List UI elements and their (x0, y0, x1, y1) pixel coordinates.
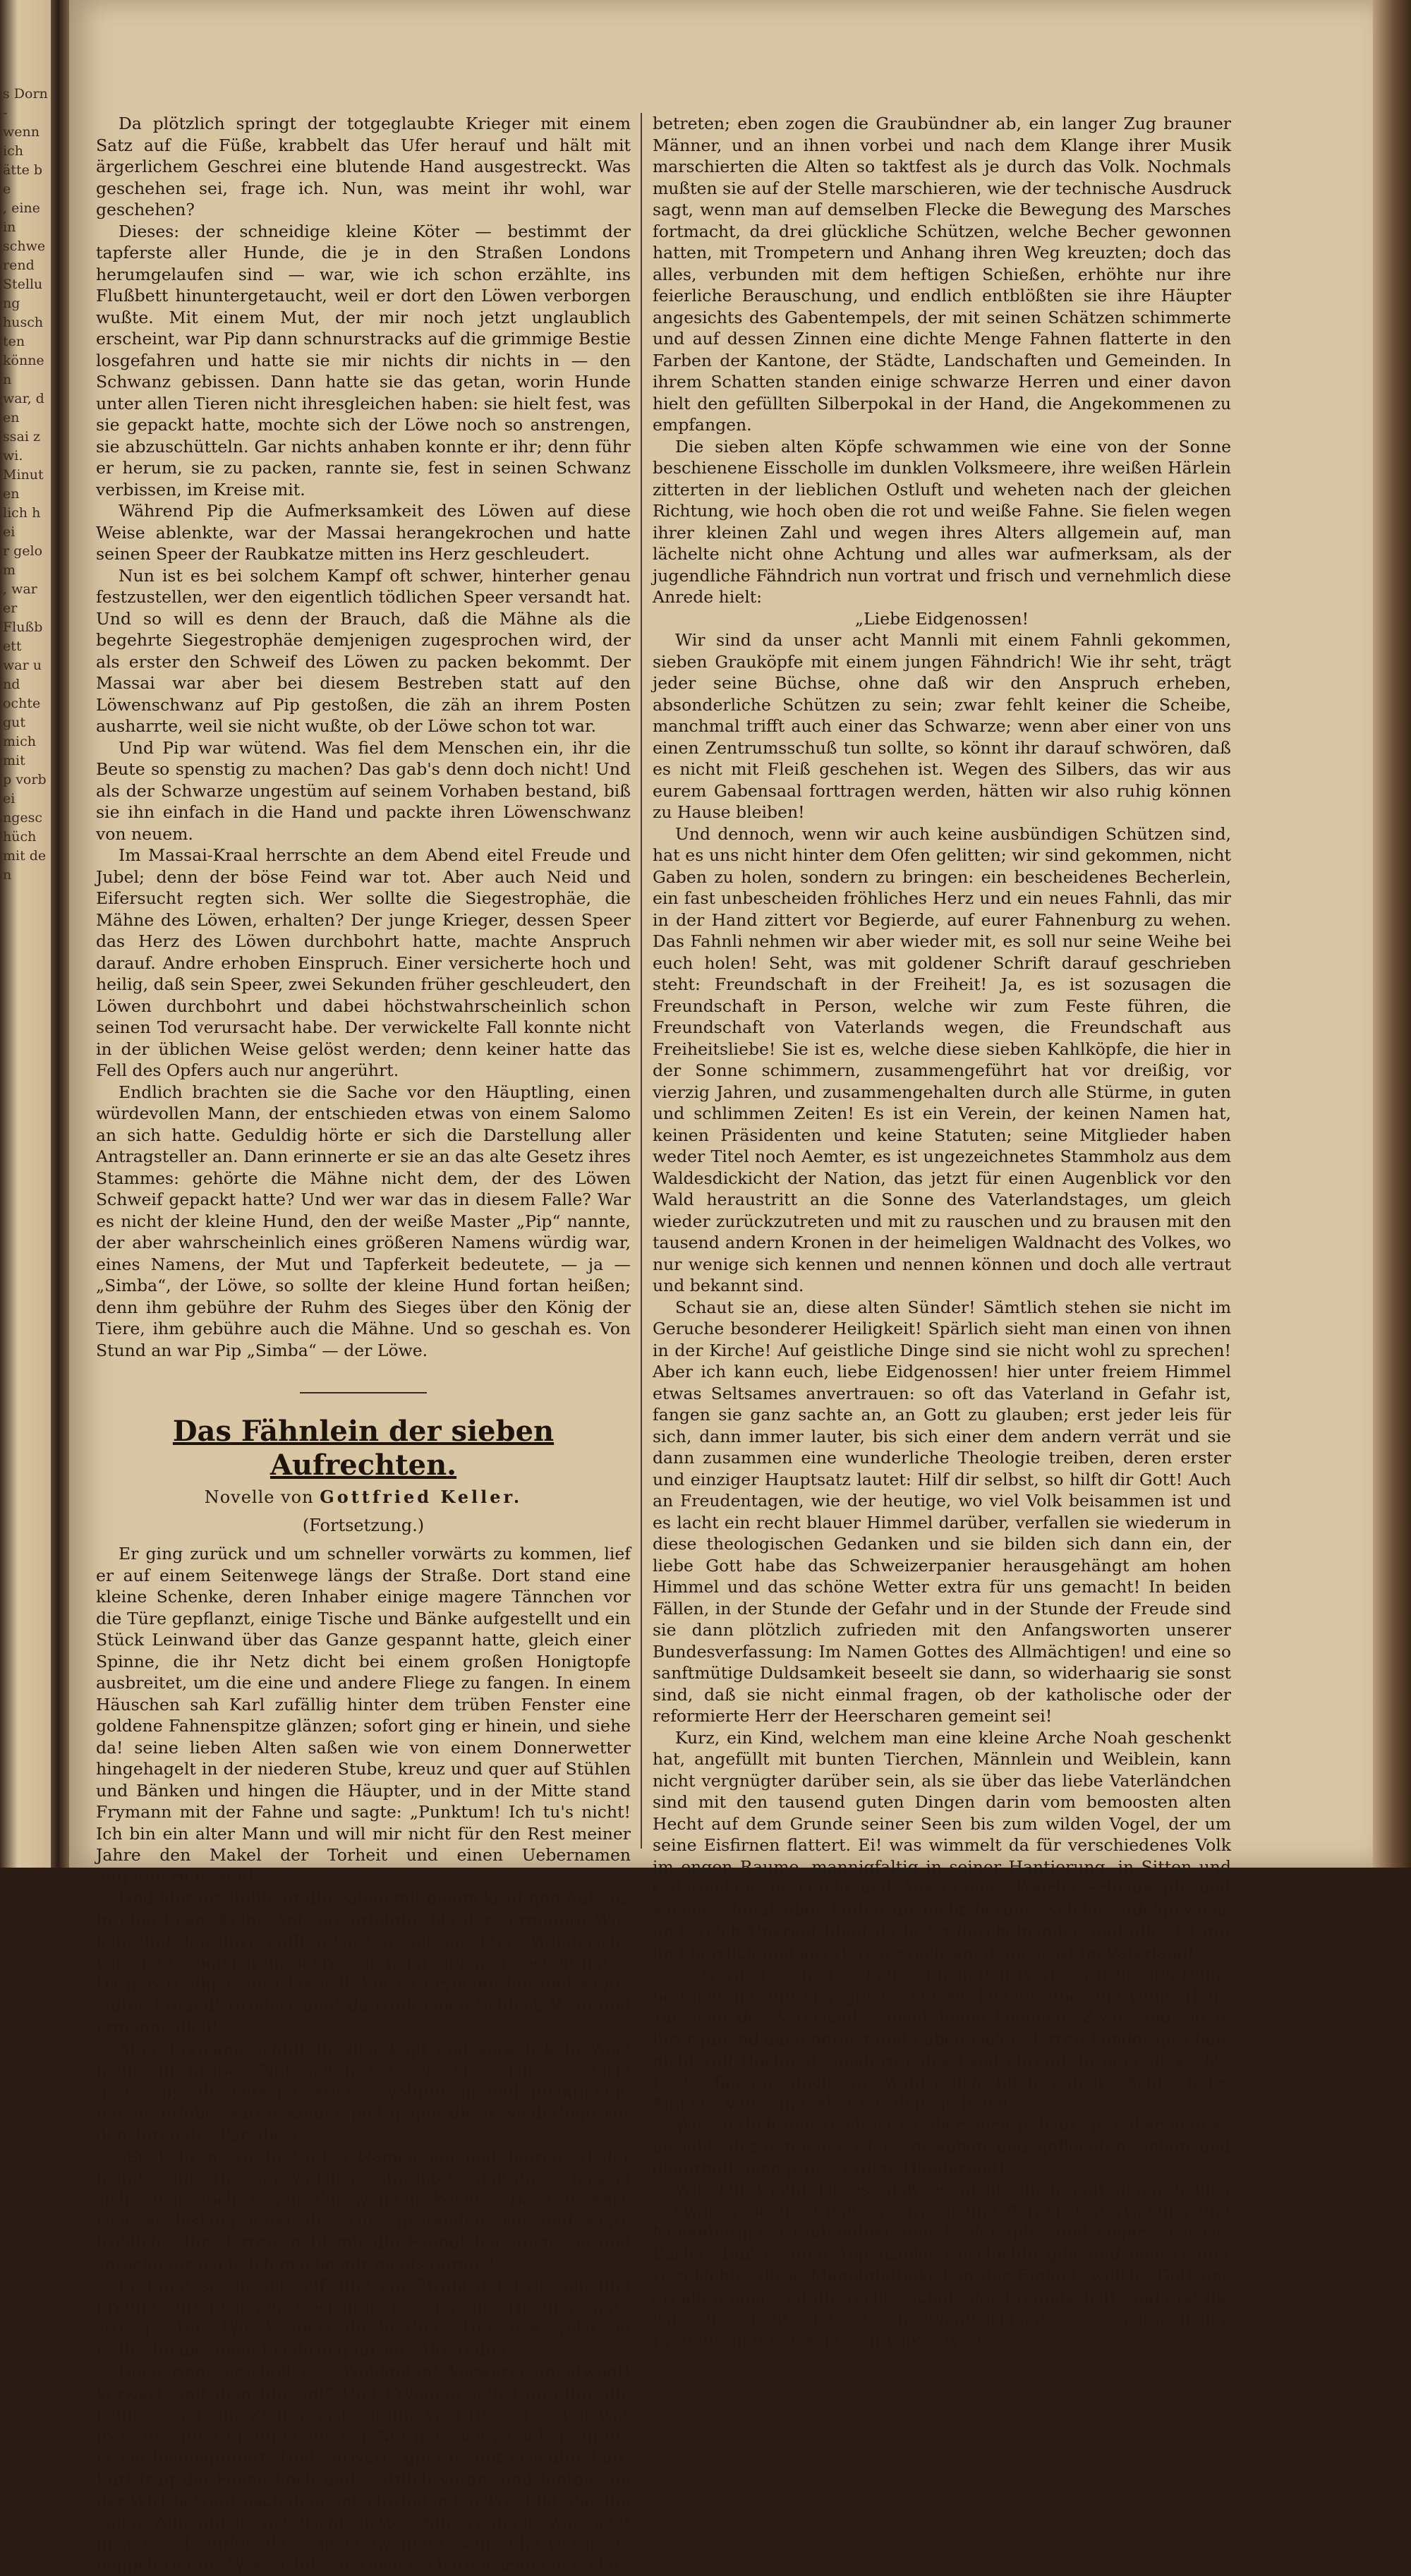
paragraph: Da plötzlich springt der totgeglaubte Krieger mit einem Satz auf die Füße, krabbelt das Ufer herauf und hält mit ärgerlichem Geschrei eine blutende Hand ausgestreckt. Was geschehen sei, frage ich. Nun, was meint ihr wohl, war geschehen? (96, 114, 631, 219)
paragraph: Nun ist es bei solchem Kampf oft schwer, hinterher genau festzustellen, wer den eigentlich tödlichen Speer versandt hat. Und so will es denn der Brauch, daß die Mähne als die begehrte Siegestrophäe demjenigen zugesprochen wird, der als erster den Schweif des Löwen zu packen bekommt. Der Massai war aber bei diesem Bestreben statt auf den Löwenschwanz auf Pip gestoßen, die zäh an ihrem Posten ausharrte, weil sie nicht wußte, ob der Löwe schon tot war. (96, 565, 631, 736)
author-name: Gottfried Keller. (320, 1487, 523, 1507)
paragraph: So werden sie nun zu Philosophen, den Wert der irdischen Dinge betrachtend und erwägend; aber sie können über die wunderbare Tatsache des Vaterlandes nicht hinauskommen. Zwar sind sie in ihrer Jugend auch gereist und haben vieler Herren Länder gesehen, nicht voll Hochmut, sondern jedes Land ehrend, in dem sie rechte Leute fanden; doch ihr Wahlspruch blieb immer: Achte jedes Mannes Vaterland, aber das deinige liebe! (653, 1964, 1231, 2113)
paragraph: „So kehren wir in Gottes Namen um und fahren wieder heim!“ sagte Hediger, welcher befürchtete, daß das Schicksal sich doch noch gegen ihn wenden könnte. Da trat Karl, welcher bislang unter der Türe gestanden, vor und sagte fröhlich: „Ihr Herren, gebt mir die Fahne! Ich steige sie und spreche für euch, ich mache mir nichts daraus!“ (96, 2146, 631, 2274)
paragraph: Während Pip die Aufmerksamkeit des Löwen auf diese Weise ablenkte, war der Massai herangekrochen und hatte seinen Speer der Raubkatze mitten ins Herz geschleudert. (96, 501, 631, 564)
right-column (653, 113, 1231, 2350)
speech-salutation: „Liebe Eidgenossen! (854, 608, 1029, 629)
paragraph: Wir sind da unser acht Mannli mit einem Fahnli gekommen, sieben Grauköpfe mit einem jungen Fähndrich! Wie ihr seht, trägt jeder seine Büchse, ohne daß wir den Anspruch erheben, absonderliche Schützen zu sein; zwar fehlt keiner die Scheibe, manchmal trifft auch einer das Schwarze; wenn aber einer von uns einen Zentrumsschuß tun sollte, so könnt ihr darauf schwören, daß es nicht mit Fleiß geschehen ist. Wegen des Silbers, das wir aus eurem Gabensaal forttragen werden, hätten wir also ruhig können zu Hause bleiben! (653, 630, 1231, 822)
facing-page-edge (0, 0, 51, 1868)
facing-page-text-fragment: s Dorn- wenn ich ätte be , eine in schwerend Stellung huschten können war, den ssai zwi. Minuten lich hei r gelom , war er Flußbett war und ochte gut mich mit p vorbei ngeschüch mit den (3, 86, 48, 883)
paragraph: Erstaunt sahen alle auf, und ein Strahl der Erlösung und Freude glitt über alle Gesichter; nur der alte Hediger sagte streng: „Du? Wie kommst du hierher? Und wie willst du Gelbschnabel ohne Erfahrung für uns Alte reden?“ (96, 2275, 631, 2360)
paragraph: Kurz, ein Kind, welchem man eine kleine Arche Noah geschenkt hat, angefüllt mit bunten Tierchen, Männlein und Weiblein, kann nicht vergnügter darüber sein, als sie über das liebe Vaterländchen sind mit den tausend guten Dingen darin vom bemoosten alten Hecht auf dem Grunde seiner Seen bis zum wilden Vogel, der um seine Eisfirnen flattert. Ei! was wimmelt da für verschiedenes Volk im engen Raume, mannigfaltig in seiner Hantierung, in Sitten und Gebräuchen, in Tracht und Aussprache! Welche Schlauköpfe und welche Mondkälber laufen da nicht herum, welches Edelgewächs und welch Unkraut blüht da lustig durcheinander, und alles ist gut und herrlich und ans Herz gewachsen; denn es ist im Vaterland! (653, 1727, 1231, 1963)
left-column (96, 113, 631, 2575)
paragraph: Doch rings erscholl es: „Wohlgetan! Vorwärts unentwegt! Vorwärts mit dem Jungen!“ Und Frymann selbst gab ihm die Fahne; denn eine Zentnerlast fiel ihm vom Herzen und er war froh, die alten Freunde aus der Not gerissen zu sehen, in die er sie hineingeführt. Und vorwärts ging es mit erneuter Luft; Karl trug die Fahne hoch und stattlich voran, und hinten sah der Wirt betrübt nach dem entschwindenden Trugbild, das ihn einen Augenblick getäuscht hatte. Nur Hediger war jetzt finster und mutlos, da er nicht zweifelte, sein Sohn werde sie doppelt tief ins Wasser führen. Doch sie hatten schon den Platz (96, 2362, 631, 2575)
paragraph: Wie kurzweilig ist es, daß es nicht einen eintönigen Schlag Schweizer, sondern daß es Zürcher und Berner, Unterwaldner und Neuenburger, Graubündner und Basler gibt, und sogar zweierlei Basler! Daß es eine Appenzeller Geschichte gibt und eine Genfer Geschichte; diese Mannigfaltigkeit in der Einheit, welche Gott uns erhalten möge, ist die rechte Schule der Freundschaft, und erst da, wo die politische Zusammengehörigkeit zur persönlichen Freundschaft eines ganzen Volkes wird, (653, 2179, 1231, 2350)
paragraph: Schaut sie an, diese alten Sünder! Sämtlich stehen sie nicht im Geruche besonderer Heiligkeit! Spärlich sieht man einen von ihnen in der Kirche! Auf geistliche Dinge sind sie nicht wohl zu sprechen! Aber ich kann euch, liebe Eidgenossen! hier unter freiem Himmel etwas Seltsames anvertrauen: so oft das Vaterland in Gefahr ist, fangen sie ganz sachte an, an Gott zu glauben; erst jeder leis für sich, dann immer lauter, bis sich einer dem andern verrät und sie dann zusammen eine wunderliche Theologie treiben, deren erster und einziger Hauptsatz lautet: Hilf dir selbst, so hilft dir Gott! Auch an Freudentagen, wie der heutige, wo viel Volk beisammen ist und es lacht ein recht blauer Himmel darüber, verfallen sie wiederum in diese theologischen Gedanken und sie bilden sich dann ein, der liebe Gott habe das Schweizerpanier herausgehängt am hohen Himmel und das schöne Wetter extra für uns gemacht! In beiden Fällen, in der Stunde der Gefahr und in der Stunde der Freude sind sie dann plötzlich zufrieden mit den Anfangsworten unserer Bundesverfassung: Im Namen Gottes des Allmächtigen! und eine so sanftmütige Duldsamkeit beseelt sie dann, so widerhaarig sie sonst sind, daß sie nicht einmal fragen, ob der katholische oder der reformierte Herr der Heerscharen gemeint sei! (653, 1297, 1231, 1726)
paragraph: Er ging zurück und um schneller vorwärts zu kommen, lief er auf einem Seitenwege längs der Straße. Dort stand eine kleine Schenke, deren Inhaber einige magere Tännchen vor die Türe gepflanzt, einige Tische und Bänke aufgestellt und ein Stück Leinwand über das Ganze gespannt hatte, gleich einer Spinne, die ihr Netz dicht bei einem großen Honigtopfe ausbreitet, um die eine und andere Fliege zu fangen. In einem Häuschen sah Karl zufällig hinter dem trüben Fenster eine goldene Fahnenspitze glänzen; sofort ging er hinein, und siehe da! seine lieben Alten saßen wie von einem Donnerwetter hingehagelt in der niederen Stube, kreuz und quer auf Stühlen und Bänken und hingen die Häupter, und in der Mitte stand Frymann mit der Fahne und sagte: „Punktum! Ich tu's nicht! Ich bin ein alter Mann und will mir nicht für den Rest meiner Jahre den Makel der Torheit und einen Uebernamen aufpfeffern lassen!“ (96, 1544, 631, 1887)
page-edge-stack (1373, 0, 1411, 1868)
paragraph: betreten; eben zogen die Graubündner ab, ein langer Zug brauner Männer, und an ihnen vorbei und nach dem Klange ihrer Musik marschierten die Alten so taktfest als je durch das Volk. Nochmals mußten sie auf der Stelle marschieren, wie der technische Ausdruck sagt, wenn man auf demselben Flecke die Bewegung des Marsches fortmacht, da drei glückliche Schützen, welche Becher gewonnen hatten, mit Trompetern und Anhang ihren Weg kreuzten; doch das alles, verbunden mit dem heftigen Schießen, erhöhte nur ihre feierliche Berauschung, und endlich entblößten sie ihre Häupter angesichts des Gabentempels, der mit seinen Schätzen schimmerte und auf dessen Zinnen eine dichte Menge Fahnen flatterte in den Farben der Kantone, der Städte, Landschaften und Gemeinden. In ihrem Schatten standen einige schwarze Herren und einer davon hielt den gefüllten Silberpokal in der Hand, die Angekommenen zu empfangen. (653, 114, 1231, 435)
paragraph: Endlich brachten sie die Sache vor den Häuptling, einen würdevollen Mann, der entschieden etwas von einem Salomo an sich hatte. Geduldig hörte er sich die Darstellung aller Antragsteller an. Dann erinnerte er sie an das alte Gesetz ihres Stammes: gehörte die Mähne nicht dem, der des Löwen Schweif gepackt hatte? Und wer war das in diesem Falle? War es nicht der kleine Hund, den der weiße Master „Pip“ nannte, der aber wahrscheinlich eines größeren Namens würdig war, eines Namens, der Mut und Tapferkeit bedeutete, — ja — „Simba“, der Löwe, so sollte der kleine Hund fortan heißen; denn ihm gebühre der Ruhm des Sieges über den König der Tiere, ihm gebühre auch die Mähne. Und so geschah es. Von Stund an war Pip „Simba“ — der Löwe. (96, 1082, 631, 1360)
book-gutter (51, 0, 69, 1868)
paragraph: Aber Frymann schüttelte den Kopf und sprach kein Wort mehr. In großer Not saßen sie, wie sie noch nie darin gesessen; alle Putsche, Konterrevolutionen und Reaktionen, die sie erlebt, waren Kinderspiel gegen diese Niederlage vor den Toren des Paradieses. (96, 2038, 631, 2145)
paragraph: Und hiermit stellte er die Fahne mit einem kräftigen Aufstoß in eine Ecke. Keine Antwort erfolgte, bis der vergnügte Wirt kam und den unverhofften Gästen eine mächtige Weinflasche vorsetzte, obgleich im Schrecken noch niemand bestellt hatte. Da goß Hediger ein Glas voll, bot es Frymann hin und sagte: „Alter Freund! Brudermann! da trink einen Schluck Wein und ermanne dich!“ (96, 1888, 631, 2037)
section-rule (300, 1392, 427, 1393)
column-divider (641, 113, 642, 1849)
paragraph: Im Massai-Kraal herrschte an dem Abend eitel Freude und Jubel; denn der böse Feind war tot. Aber auch Neid und Eifersucht regten sich. Wer sollte die Siegestrophäe, die Mähne des Löwen, erhalten? Der junge Krieger, dessen Speer das Herz des Löwen durchbohrt hatte, machte Anspruch darauf. Andre erhoben Einspruch. Einer versicherte hoch und heilig, daß sein Speer, zwei Sekunden früher geschleudert, den Löwen durchbohrt und dabei höchstwahrscheinlich schon seinen Tod verursacht habe. Der verwickelte Fall konnte nicht in der üblichen Weise gelöst werden; denn keiner hatte das Fell des Opfers auch nur angerührt. (96, 845, 631, 1080)
paragraph: Die sieben alten Köpfe schwammen wie eine von der Sonne beschienene Eisscholle im dunklen Volksmeere, ihre weißen Härlein zitterten in der lieblichen Ostluft und weheten nach der gleichen Richtung, wie hoch oben die rot und weiße Fahne. Sie fielen wegen ihrer kleinen Zahl und wegen ihres Alters allgemein auf, man lächelte nicht ohne Achtung und alles war aufmerksam, als der jugendliche Fähndrich nun vortrat und frisch und vernehmlich diese Anrede hielt: (653, 436, 1231, 607)
paragraph: Und Pip war wütend. Was fiel dem Menschen ein, ihr die Beute so spenstig zu machen? Das gab's denn doch nicht! Und als der Schwarze ungestüm auf seinem Vorhaben bestand, biß sie ihn einfach in die Hand und packte ihren Löwenschwanz von neuem. (96, 737, 631, 844)
byline (96, 1485, 631, 1509)
paragraph: Dieses: der schneidige kleine Köter — bestimmt der tapferste aller Hunde, die je in den Straßen Londons herumgelaufen sind — war, wie ich schon erzählte, ins Flußbett hinuntergetaucht, weil er dort den Löwen verborgen wußte. Mit einem Mut, der mir noch jetzt unglaublich erscheint, war Pip dann schnurstracks auf die grimmige Bestie losgefahren und hatte sie mir nichts dir nichts in — den Schwanz gebissen. Dann hatte sie das getan, worin Hunde unter allen Tieren nicht ihresgleichen haben: sie hielt fest, was sie gepackt hatte, mochte sich der Löwe noch so anstrengen, sie abzuschütteln. Gar nichts anhaben konnte er ihr; denn führ er herum, sie zu packen, rannte sie, fest in seinen Schwanz verbissen, im Kreise mit. (96, 221, 631, 500)
paragraph: Und dennoch, wenn wir auch keine ausbündigen Schützen sind, hat es uns nicht hinter dem Ofen gelitten; wir sind gekommen, nicht Gaben zu holen, sondern zu bringen: ein bescheidenes Becherlein, ein fast unbescheiden fröhliches Herz und ein neues Fahnli, das mir in der Hand zittert vor Begierde, auf eurer Fahnenburg zu wehen. Das Fahnli nehmen wir aber wieder mit, es soll nur seine Weihe bei euch holen! Seht, was mit goldener Schrift darauf geschrieben steht: Freundschaft in der Freiheit! Ja, es ist sozusagen die Freundschaft in Person, welche wir zum Feste führen, die Freundschaft von Vaterlands wegen, die Freundschaft aus Freiheitsliebe! Sie ist es, welche diese sieben Kahlköpfe, die hier in der Sonne schimmern, zusammengeführt hat vor dreißig, vor vierzig Jahren, und zusammengehalten durch alle Stürme, in guten und schlimmen Zeiten! Es ist ein Verein, der keinen Namen hat, keinen Präsidenten und keine Statuten; seine Mitglieder haben weder Titel noch Aemter, es ist ungezeichnetes Stammholz aus dem Waldesdickicht der Nation, das jetzt für einen Augenblick vor den Wald heraustritt an die Sonne des Vaterlandstages, um gleich wieder zurückzutreten und mit zu rauschen und zu brausen mit den tausend andern Kronen in der heimeligen Waldnacht des Volkes, wo nur wenige sich kennen und nennen können und doch alle vertraut und bekannt sind. (653, 823, 1231, 1295)
paragraph: Wie zierlich und reich ist es aber auch gebaut! Je näher man es ansieht, desto reicher ist es gewoben und geflochten, schön und dauerhaft, eine preiswürdige Handarbeit! (653, 2115, 1231, 2178)
continuation-note: (Fortsetzung.) (302, 1516, 425, 1535)
byline-prefix: Novelle von (204, 1487, 314, 1507)
story-title: Das Fähnlein der sieben Aufrechten. (172, 1415, 555, 1482)
